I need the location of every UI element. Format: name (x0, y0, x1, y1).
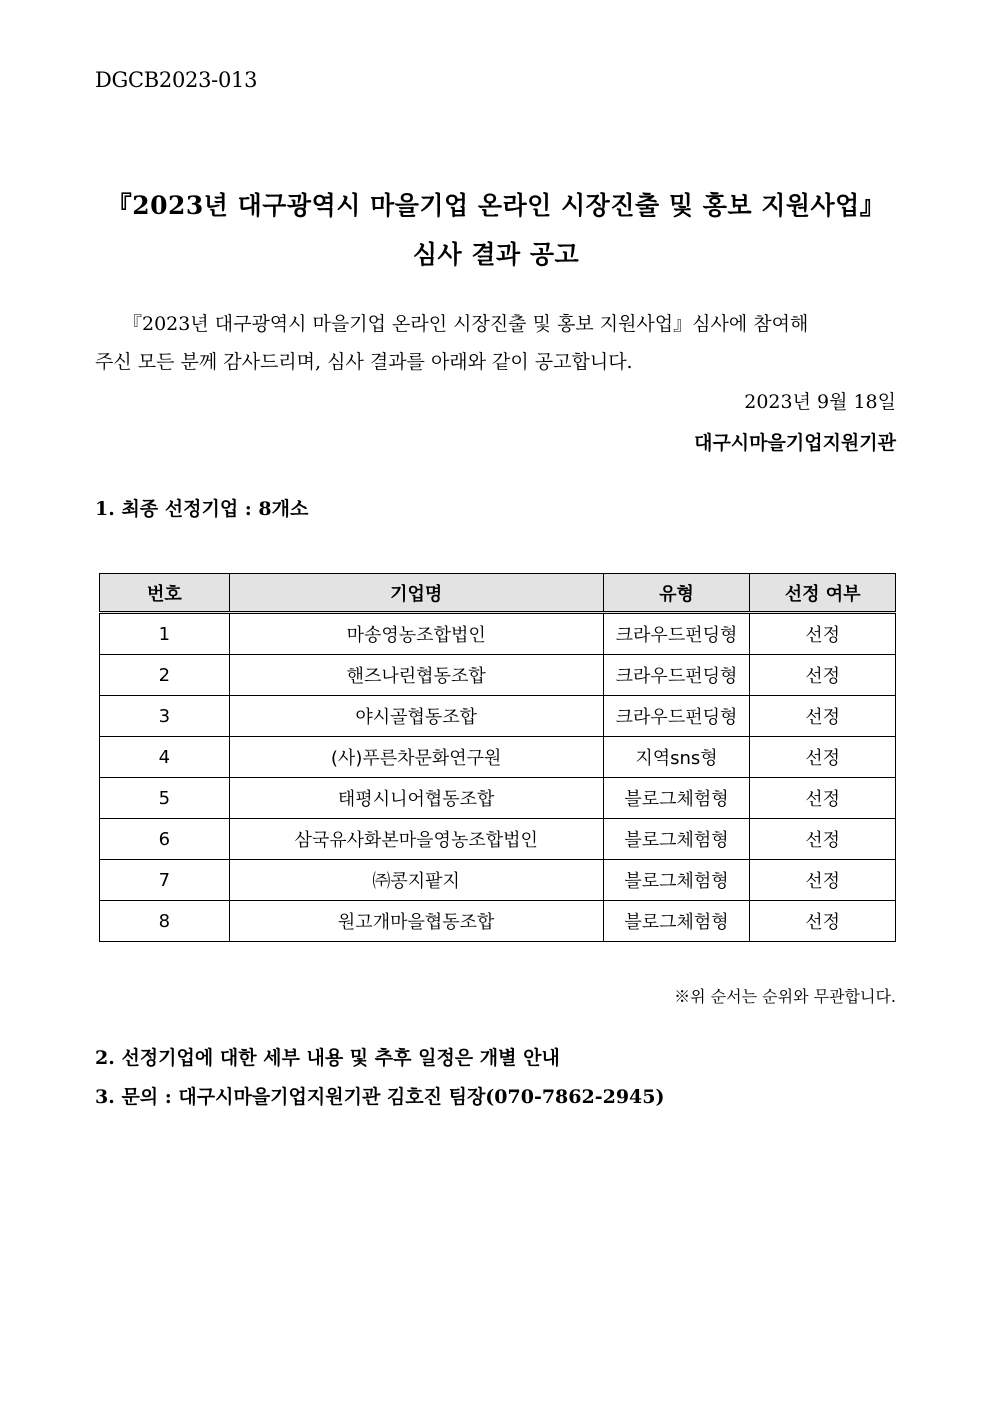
row-number: 5 (100, 778, 230, 819)
row-number: 3 (100, 696, 230, 737)
table-row (100, 860, 896, 901)
header-type: 유형 (603, 574, 750, 613)
row-type: 블로그체험형 (603, 901, 750, 942)
row-company-name: (사)푸른차문화연구원 (229, 737, 603, 778)
table-row (100, 737, 896, 778)
section-1-heading: 1. 최종 선정기업 : 8개소 (95, 498, 309, 520)
row-selected: 선정 (750, 737, 896, 778)
table-row (100, 819, 896, 860)
document-title: 『2023년 대구광역시 마을기업 온라인 시장진출 및 홍보 지원사업』 (106, 191, 886, 220)
row-company-name: 원고개마을협동조합 (229, 901, 603, 942)
row-number: 1 (100, 613, 230, 655)
row-type: 크라우드펀딩형 (603, 613, 750, 655)
table-row (100, 696, 896, 737)
row-selected: 선정 (750, 860, 896, 901)
row-number: 7 (100, 860, 230, 901)
row-type: 크라우드펀딩형 (603, 655, 750, 696)
row-type: 지역sns형 (603, 737, 750, 778)
header-number: 번호 (100, 574, 230, 613)
row-company-name: 태평시니어협동조합 (229, 778, 603, 819)
table-row (100, 613, 896, 655)
table-note: ※위 순서는 순위와 무관합니다. (674, 987, 896, 1006)
header-company-name: 기업명 (229, 574, 603, 613)
table-row (100, 778, 896, 819)
row-selected: 선정 (750, 778, 896, 819)
intro-line-1: 『2023년 대구광역시 마을기업 온라인 시장진출 및 홍보 지원사업』심사에 참여해 (123, 313, 809, 335)
row-type: 블로그체험형 (603, 819, 750, 860)
row-selected: 선정 (750, 901, 896, 942)
table-header-row (100, 574, 896, 613)
row-type: 블로그체험형 (603, 778, 750, 819)
organization-name: 대구시마을기업지원기관 (694, 432, 896, 454)
row-selected: 선정 (750, 655, 896, 696)
selection-result-table (99, 573, 896, 942)
row-company-name: 삼국유사화본마을영농조합법인 (229, 819, 603, 860)
intro-line-2: 주신 모든 분께 감사드리며, 심사 결과를 아래와 같이 공고합니다. (95, 351, 633, 373)
section-3-heading: 3. 문의 : 대구시마을기업지원기관 김호진 팀장(070-7862-2945) (95, 1086, 665, 1108)
row-company-name: 핸즈나린협동조합 (229, 655, 603, 696)
row-company-name: 마송영농조합법인 (229, 613, 603, 655)
row-number: 4 (100, 737, 230, 778)
section-2-heading: 2. 선정기업에 대한 세부 내용 및 추후 일정은 개별 안내 (95, 1047, 560, 1069)
row-number: 2 (100, 655, 230, 696)
row-selected: 선정 (750, 613, 896, 655)
document-subtitle: 심사 결과 공고 (412, 240, 580, 269)
row-type: 크라우드펀딩형 (603, 696, 750, 737)
row-selected: 선정 (750, 696, 896, 737)
row-company-name: 야시골협동조합 (229, 696, 603, 737)
row-number: 6 (100, 819, 230, 860)
intro-paragraph (95, 305, 895, 381)
row-selected: 선정 (750, 819, 896, 860)
table-row (100, 901, 896, 942)
row-number: 8 (100, 901, 230, 942)
document-code: DGCB2023-013 (95, 68, 258, 92)
row-type: 블로그체험형 (603, 860, 750, 901)
table-row (100, 655, 896, 696)
announcement-date: 2023년 9월 18일 (744, 391, 896, 413)
row-company-name: ㈜콩지팥지 (229, 860, 603, 901)
header-selected: 선정 여부 (750, 574, 896, 613)
